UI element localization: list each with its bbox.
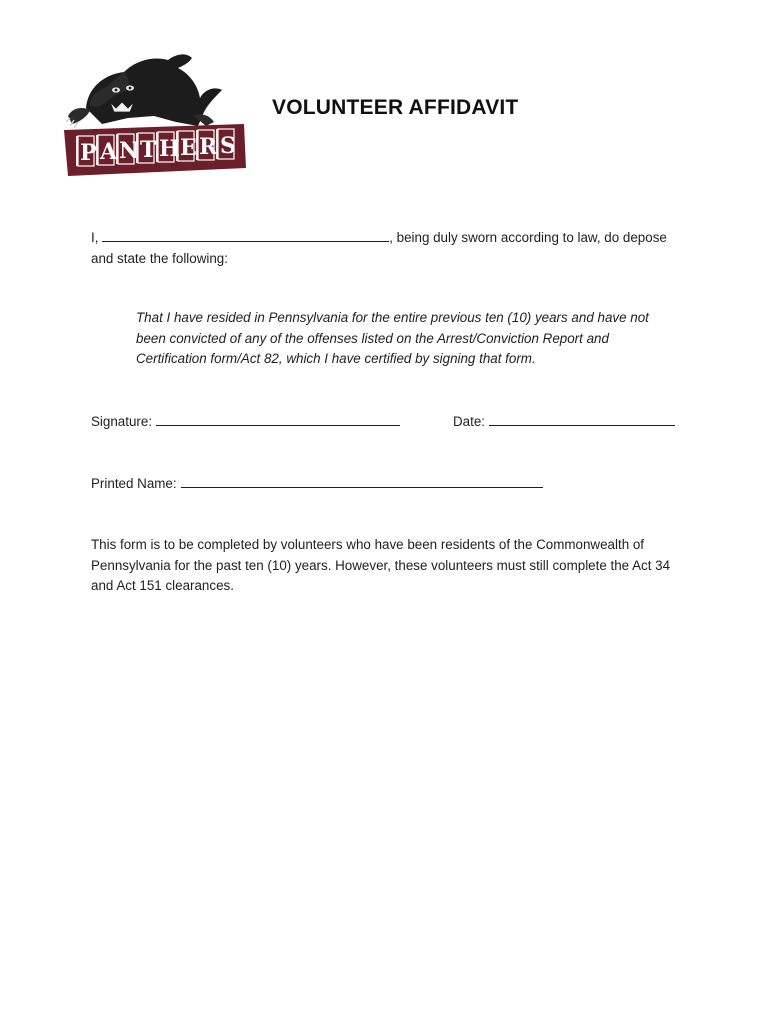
svg-text:P: P xyxy=(80,140,97,166)
svg-text:E: E xyxy=(180,135,197,161)
panther-mascot-icon xyxy=(66,54,222,128)
svg-text:H: H xyxy=(159,136,180,162)
panthers-logo xyxy=(58,46,250,184)
svg-text:T: T xyxy=(140,137,157,163)
declarant-name-field[interactable] xyxy=(102,227,389,242)
svg-text:S: S xyxy=(220,133,236,159)
signature-row xyxy=(91,411,400,429)
panthers-wordmark xyxy=(64,124,246,176)
printed-name-field[interactable] xyxy=(181,473,543,488)
intro-paragraph xyxy=(91,227,691,269)
date-field[interactable] xyxy=(489,411,675,426)
date-row xyxy=(453,411,675,429)
sworn-statement: That I have resided in Pennsylvania for the entire previous ten (10) years and have not been convicted of any of the offenses listed on the Arrest/Conviction Report and Certification form/Act 82, which I have certified by signing that form. xyxy=(136,310,649,366)
intro-line-2: and state the following: xyxy=(91,250,228,266)
signature-label: Signature: xyxy=(91,414,153,429)
date-label: Date: xyxy=(453,414,486,429)
instructions-note: This form is to be completed by volunteers who have been residents of the Commonwealth of Pennsylvania for the past ten (10) years. However, these volunteers must still complete the Act 34 and Act 151 clearances. xyxy=(91,537,671,593)
intro-suffix: , being duly sworn according to law, do depose xyxy=(389,230,667,245)
printed-name-label: Printed Name: xyxy=(91,476,177,491)
svg-text:N: N xyxy=(119,138,140,164)
printed-name-row xyxy=(91,473,543,491)
document-title: VOLUNTEER AFFIDAVIT xyxy=(272,96,519,119)
svg-text:A: A xyxy=(100,139,118,165)
intro-prefix: I, xyxy=(91,230,99,245)
signature-field[interactable] xyxy=(156,411,400,426)
svg-text:R: R xyxy=(199,134,218,160)
